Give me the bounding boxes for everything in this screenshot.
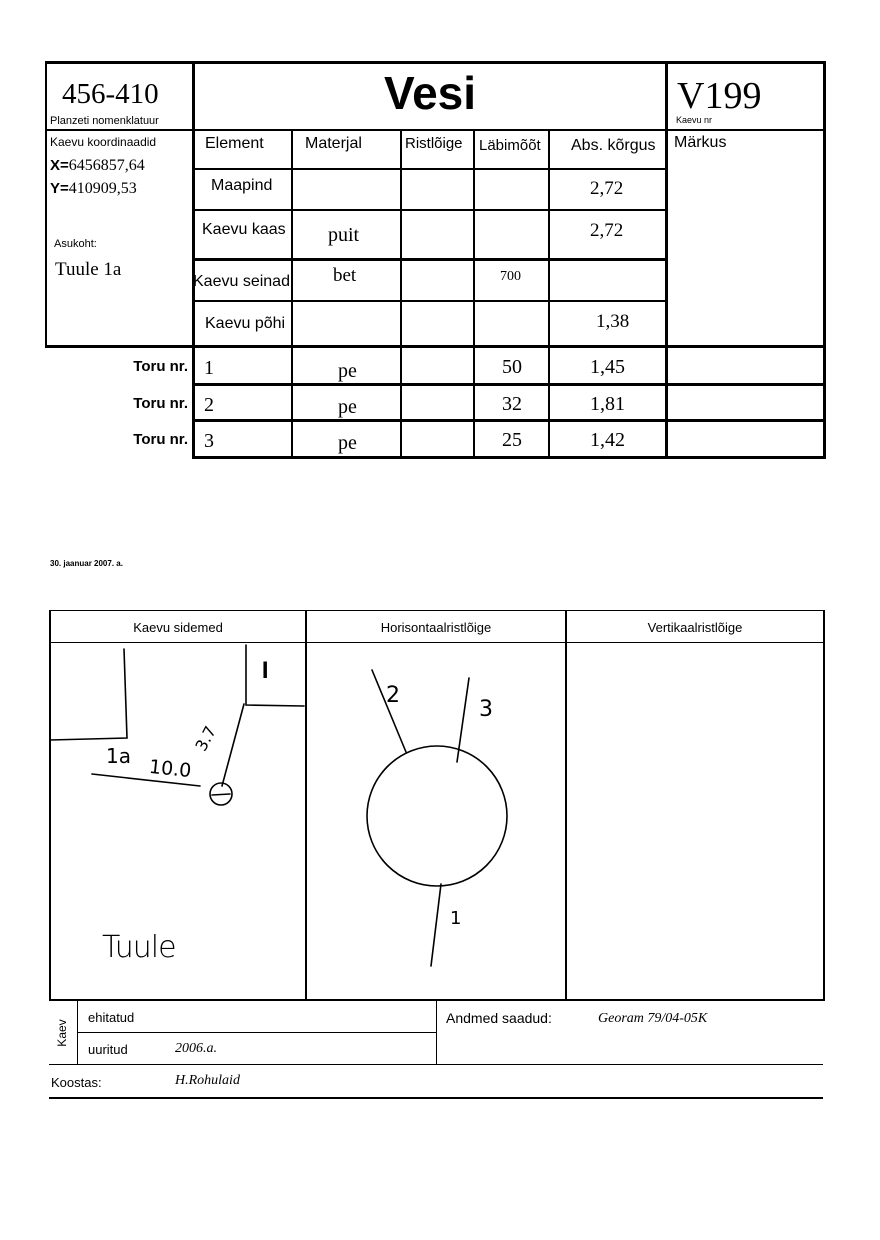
uuritud-value: 2006.a. [175,1041,217,1056]
well-cross-section [367,746,507,886]
row-labimoot: 700 [500,269,521,284]
asukoht-value: Tuule 1a [55,259,122,280]
pipe-label: Toru nr. [133,358,188,375]
row-materjal: bet [333,265,357,286]
row-korgus: 1,38 [596,311,630,332]
document-date: 30. jaanuar 2007. a. [50,559,123,568]
building-outline [50,649,127,740]
building-outline [246,645,304,706]
footer-divider [436,1001,437,1065]
andmed-value: Georam 79/04-05K [598,1011,708,1026]
pipe-line-3 [457,678,469,762]
row-element: Kaevu kaas [202,221,286,238]
pipe-nr: 1 [204,357,214,379]
pipe-label: Toru nr. [133,431,188,448]
x-value: 6456857,64 [68,157,145,174]
pipe-korgus: 1,45 [590,356,625,378]
pipe-labimoot: 25 [502,429,522,451]
sketch-label-dist2: 10.0 [147,755,193,783]
pipe-materjal: pe [338,360,357,382]
sketch-label-building: I [260,659,271,684]
sketch-label-pipe2: 2 [386,683,400,708]
row-materjal: puit [328,224,360,246]
planzet-value: 456-410 [62,78,159,110]
planzet-label: Planzeti nomenklatuur [50,115,159,127]
row-element: Maapind [211,177,273,194]
col-header-ristloige: Ristlõige [405,135,463,152]
koostas-label: Koostas: [51,1075,102,1090]
col-title-horisontaal: Horisontaalristlõige [380,620,492,635]
pipe-label: Toru nr. [133,395,188,412]
col-header-labimoot: Läbimõõt [479,137,541,154]
well-symbol-line [212,794,230,795]
col-header-materjal: Materjal [305,135,362,152]
distance-line [222,704,244,786]
row-korgus: 2,72 [590,178,624,199]
col-header-markus: Märkus [674,134,727,151]
sketch-label-pipe3: 3 [479,697,493,722]
andmed-label: Andmed saadud: [446,1010,552,1026]
col-title-sidemed: Kaevu sidemed [133,620,223,635]
sketch-label-house-nr: 1a [106,744,131,768]
uuritud-label: uuritud [88,1042,128,1057]
pipe-line-1 [431,884,441,966]
sketch-label-dist1: 3.7 [191,722,221,755]
x-label: X= [50,157,69,174]
koostas-value: H.Rohulaid [175,1073,240,1088]
ehitatud-label: ehitatud [88,1010,135,1025]
pipe-nr: 2 [204,394,214,416]
coords-label: Kaevu koordinaadid [50,135,157,149]
row-element: Kaevu seinad [193,273,290,290]
pipe-korgus: 1,42 [590,429,625,451]
col-header-element: Element [205,135,264,152]
footer-row-line [49,1064,823,1065]
footer-divider [77,1001,78,1065]
sketch-label-pipe1: 1 [450,908,462,929]
page-title: Vesi [383,67,477,119]
kaevu-nr-label: Kaevu nr [676,115,713,125]
pipe-nr: 3 [204,430,214,452]
col-title-vertikaal: Vertikaalristlõige [647,620,743,635]
y-label: Y= [50,180,69,197]
y-value: 410909,53 [68,180,137,197]
asukoht-label: Asukoht: [54,238,97,250]
col-header-korgus: Abs. kõrgus [571,137,656,154]
pipe-korgus: 1,81 [590,393,625,415]
row-element: Kaevu põhi [205,315,286,332]
row-korgus: 2,72 [590,220,624,241]
pipe-materjal: pe [338,396,357,418]
footer-row-line [77,1032,436,1033]
footer-bottom-line [49,1097,823,1099]
kaev-label: Kaev [55,1019,69,1047]
pipe-labimoot: 32 [502,393,522,415]
kaevu-nr-value: V199 [677,75,762,117]
pipe-materjal: pe [338,432,357,454]
sketch-label-street: Tuule [102,930,176,965]
pipe-labimoot: 50 [502,356,522,378]
